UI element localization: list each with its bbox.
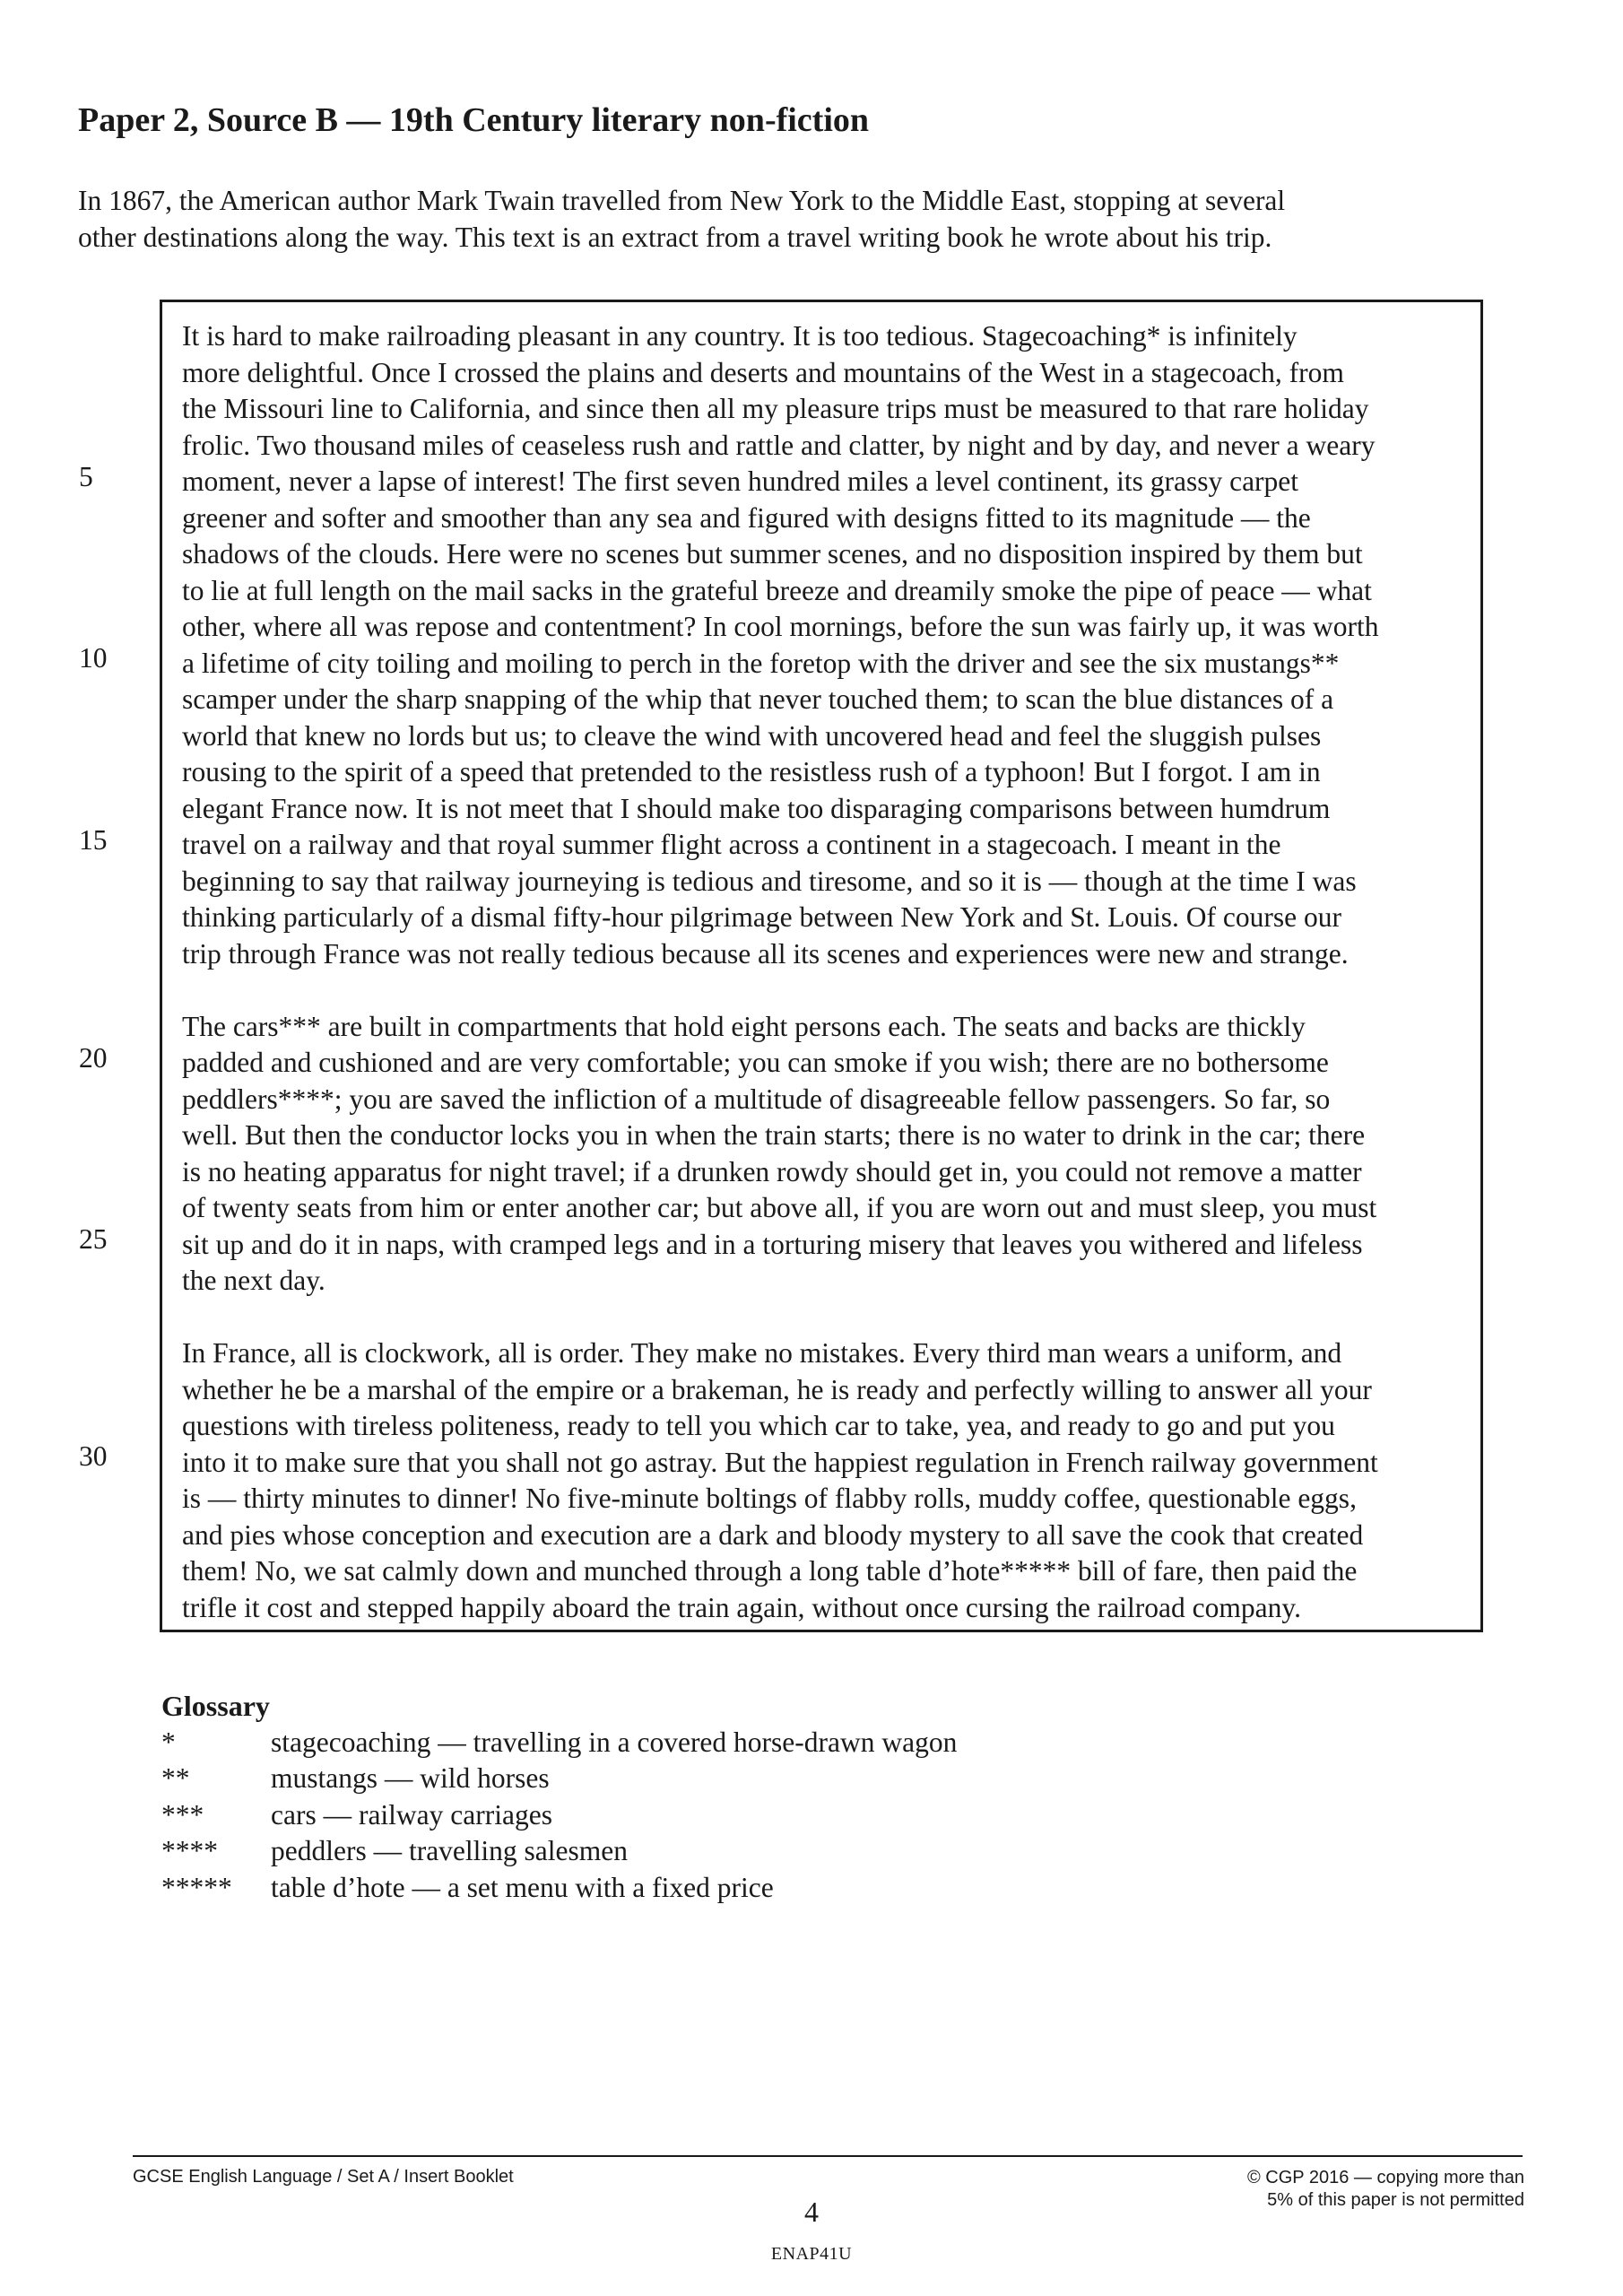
source-line: beginning to say that railway journeying is tedious and tiresome, and so it is — though at the time I was: [182, 865, 1357, 897]
source-line: scamper under the sharp snapping of the whip that never touched them; to scan the blue distances of a: [182, 683, 1334, 715]
glossary-entry: [161, 1870, 957, 1907]
page-number: 4: [804, 2196, 819, 2228]
line-number-10: 10: [79, 642, 108, 674]
glossary-entry: [161, 1725, 957, 1761]
source-line: more delightful. Once I crossed the plains and deserts and mountains of the West in a stagecoach, from: [182, 356, 1344, 388]
source-line: trip through France was not really tedious because all its scenes and experiences were new and strange.: [182, 937, 1349, 970]
source-line: travel on a railway and that royal summer flight across a continent in a stagecoach. I meant in the: [182, 829, 1281, 860]
source-line: It is hard to make railroading pleasant in any country. It is too tedious. Stagecoaching* is infinitely: [182, 320, 1298, 352]
source-line: and pies whose conception and execution are a dark and bloody mystery to all save the cook that created: [182, 1518, 1364, 1551]
glossary-heading: Glossary: [161, 1690, 270, 1722]
footer-divider: [133, 2155, 1523, 2157]
line-number-30: 30: [79, 1440, 108, 1472]
source-paragraph-2: [182, 1009, 1461, 1300]
glossary-definition: mustangs — wild horses: [271, 1762, 550, 1794]
source-line: well. But then the conductor locks you in when the train starts; there is no water to drink in the car; there: [182, 1119, 1366, 1151]
source-extract-box: [160, 300, 1483, 1632]
glossary-definition: cars — railway carriages: [271, 1798, 552, 1831]
glossary-entry: [161, 1761, 957, 1797]
intro-text: [78, 182, 1549, 256]
glossary-mark: *****: [161, 1871, 232, 1903]
source-line: elegant France now. It is not meet that I should make too disparaging comparisons between humdrum: [182, 792, 1331, 824]
source-line: greener and softer and smoother than any sea and figured with designs fitted to its magnitude — the: [182, 501, 1311, 534]
glossary-definition: peddlers — travelling salesmen: [271, 1835, 629, 1866]
source-line: other, where all was repose and contentment? In cool mornings, before the sun was fairly up, it was worth: [182, 611, 1379, 642]
source-line: is no heating apparatus for night travel; if a drunken rowdy should get in, you could not remove a matter: [182, 1155, 1362, 1187]
glossary-definition: stagecoaching — travelling in a covered horse-drawn wagon: [271, 1726, 958, 1758]
line-number-25: 25: [79, 1223, 108, 1255]
glossary-entry: [161, 1797, 957, 1834]
glossary-entry: [161, 1833, 957, 1870]
glossary-mark: ****: [161, 1835, 218, 1866]
source-line: a lifetime of city toiling and moiling to perch in the foretop with the driver and see the six mustangs**: [182, 647, 1340, 679]
intro-line: other destinations along the way. This text is an extract from a travel writing book he wrote about his trip.: [78, 222, 1272, 253]
footer-booklet-label: GCSE English Language / Set A / Insert Booklet: [133, 2167, 514, 2187]
line-number-20: 20: [79, 1042, 108, 1074]
source-line: questions with tireless politeness, ready to tell you which car to take, yea, and ready to go and put you: [182, 1410, 1335, 1441]
footer-copyright-line: 5% of this paper is not permitted: [1267, 2190, 1524, 2210]
glossary-mark: ***: [161, 1798, 204, 1831]
source-line: to lie at full length on the mail sacks in the grateful breeze and dreamily smoke the pipe of peace — what: [182, 574, 1372, 606]
line-number-15: 15: [79, 824, 108, 856]
source-paragraph-1: [182, 318, 1461, 972]
paper-code: ENAP41U: [770, 2244, 853, 2264]
source-line: into it to make sure that you shall not go astray. But the happiest regulation in French railway government: [182, 1446, 1378, 1478]
source-line: them! No, we sat calmly down and munched through a long table d’hote***** bill of fare, then paid the: [182, 1555, 1358, 1587]
page-title: Paper 2, Source B — 19th Century literary non-fiction: [78, 101, 870, 139]
source-line: padded and cushioned and are very comfortable; you can smoke if you wish; there are no bothersome: [182, 1047, 1329, 1078]
source-line: shadows of the clouds. Here were no scenes but summer scenes, and no disposition inspired by them but: [182, 538, 1363, 570]
glossary-mark: **: [161, 1762, 190, 1794]
paragraph-gap: [182, 1300, 1461, 1336]
source-line: is — thirty minutes to dinner! No five-minute boltings of flabby rolls, muddy coffee, questionable eggs,: [182, 1483, 1357, 1514]
source-line: whether he be a marshal of the empire or a brakeman, he is ready and perfectly willing to answer all your: [182, 1373, 1372, 1405]
source-paragraph-3: [182, 1335, 1461, 1626]
glossary-mark: *: [161, 1726, 176, 1758]
source-line: world that knew no lords but us; to cleave the wind with uncovered head and feel the sluggish pulses: [182, 719, 1322, 752]
glossary: [161, 1688, 957, 1906]
source-line: thinking particularly of a dismal fifty-hour pilgrimage between New York and St. Louis. Of course our: [182, 901, 1341, 933]
source-line: sit up and do it in naps, with cramped legs and in a torturing misery that leaves you withered and lifeless: [182, 1228, 1363, 1260]
paragraph-gap: [182, 972, 1461, 1009]
source-line: In France, all is clockwork, all is order. They make no mistakes. Every third man wears a uniform, and: [182, 1337, 1342, 1369]
source-line: peddlers****; you are saved the infliction of a multitude of disagreeable fellow passengers. So far, so: [182, 1083, 1331, 1115]
source-line: trifle it cost and stepped happily aboard the train again, without once cursing the railroad company.: [182, 1591, 1301, 1623]
footer-copyright: [1247, 2167, 1524, 2212]
footer-copyright-line: © CGP 2016 — copying more than: [1247, 2168, 1524, 2187]
source-line: of twenty seats from him or enter another car; but above all, if you are worn out and must sleep, you must: [182, 1192, 1377, 1223]
glossary-definition: table d’hote — a set menu with a fixed price: [271, 1871, 774, 1903]
intro-line: In 1867, the American author Mark Twain travelled from New York to the Middle East, stopping at several: [78, 185, 1286, 216]
source-line: moment, never a lapse of interest! The first seven hundred miles a level continent, its grassy carpet: [182, 465, 1299, 497]
source-line: frolic. Two thousand miles of ceaseless rush and rattle and clatter, by night and by day, and never a weary: [182, 429, 1376, 461]
line-number-5: 5: [79, 461, 93, 492]
source-line: The cars*** are built in compartments that hold eight persons each. The seats and backs are thickly: [182, 1010, 1306, 1042]
source-line: the next day.: [182, 1265, 325, 1296]
source-line: the Missouri line to California, and since then all my pleasure trips must be measured to that rare holiday: [182, 393, 1369, 424]
source-line: rousing to the spirit of a speed that pretended to the resistless rush of a typhoon! But I forgot. I am in: [182, 756, 1321, 787]
